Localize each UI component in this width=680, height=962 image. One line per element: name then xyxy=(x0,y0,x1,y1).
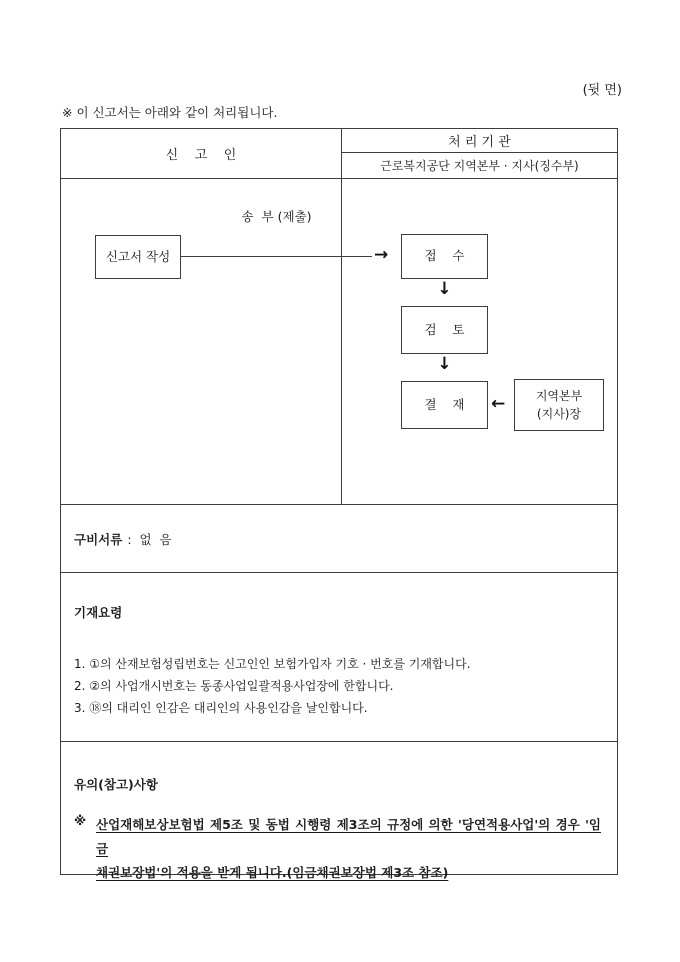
arrow-down-icon: ↓ xyxy=(437,279,452,299)
flow-box-approve: 결 재 xyxy=(401,381,488,429)
column-divider-line xyxy=(341,179,342,504)
arrow-left-icon: ← xyxy=(491,394,506,414)
instruction-item: 2. ②의 사업개시번호는 동종사업일괄적용사업장에 한합니다. xyxy=(74,679,394,693)
flow-box-review: 검 토 xyxy=(401,306,488,354)
page-side-label: (뒷 면) xyxy=(582,83,622,98)
column-header-agency: 처 리 기 관 xyxy=(342,129,617,153)
flow-box-receive: 접 수 xyxy=(401,234,488,279)
flow-box-regional-head xyxy=(514,379,604,431)
processing-intro-note: ※ 이 신고서는 아래와 같이 처리됩니다. xyxy=(62,105,278,120)
arrow-right-icon: → xyxy=(374,245,389,265)
flow-box-prepare-report: 신고서 작성 xyxy=(95,235,181,279)
table-header-row xyxy=(61,129,617,178)
required-documents-value: : 없 음 xyxy=(127,531,172,547)
flow-send-label: 송 부 (제출) xyxy=(241,209,312,224)
instruction-item: 3. ⑱의 대리인 인감은 대리인의 사용인감을 날인합니다. xyxy=(74,701,368,715)
notes-text xyxy=(96,813,601,885)
processing-flow-table xyxy=(60,128,618,880)
instruction-item: 1. ①의 산재보험성립번호는 신고인인 보험가입자 기호 · 번호를 기재합니다. xyxy=(74,657,471,671)
notes-row xyxy=(61,741,617,880)
notes-body xyxy=(74,813,601,885)
regional-head-label xyxy=(536,387,582,423)
column-header-agency-sub: 근로복지공단 지역본부 · 지사(징수부) xyxy=(380,159,579,173)
notes-text-line2: 채권보장법'의 적용을 받게 됩니다.(임금채권보장법 제3조 참조) xyxy=(96,865,449,880)
column-header-agency-group xyxy=(342,129,617,178)
required-documents-row xyxy=(61,504,617,572)
required-documents-label: 구비서류 xyxy=(74,531,123,547)
arrow-down-icon: ↓ xyxy=(437,354,452,374)
filling-instructions-list xyxy=(74,653,603,719)
notes-marker: ※ xyxy=(74,813,87,828)
regional-head-line2: (지사)장 xyxy=(536,407,582,421)
regional-head-line1: 지역본부 xyxy=(535,389,583,403)
filling-instructions-row xyxy=(61,572,617,741)
notes-title: 유의(참고)사항 xyxy=(74,777,158,792)
flowchart-row xyxy=(61,178,617,504)
notes-text-line1: 산업재해보상보험법 제5조 및 동법 시행령 제3조의 규정에 의한 '당연적용사업'의 경우 '임금 xyxy=(96,817,601,856)
flow-connector-line xyxy=(181,256,372,257)
column-header-declarant: 신 고 인 xyxy=(61,129,342,178)
filling-instructions-title: 기재요령 xyxy=(74,605,123,620)
